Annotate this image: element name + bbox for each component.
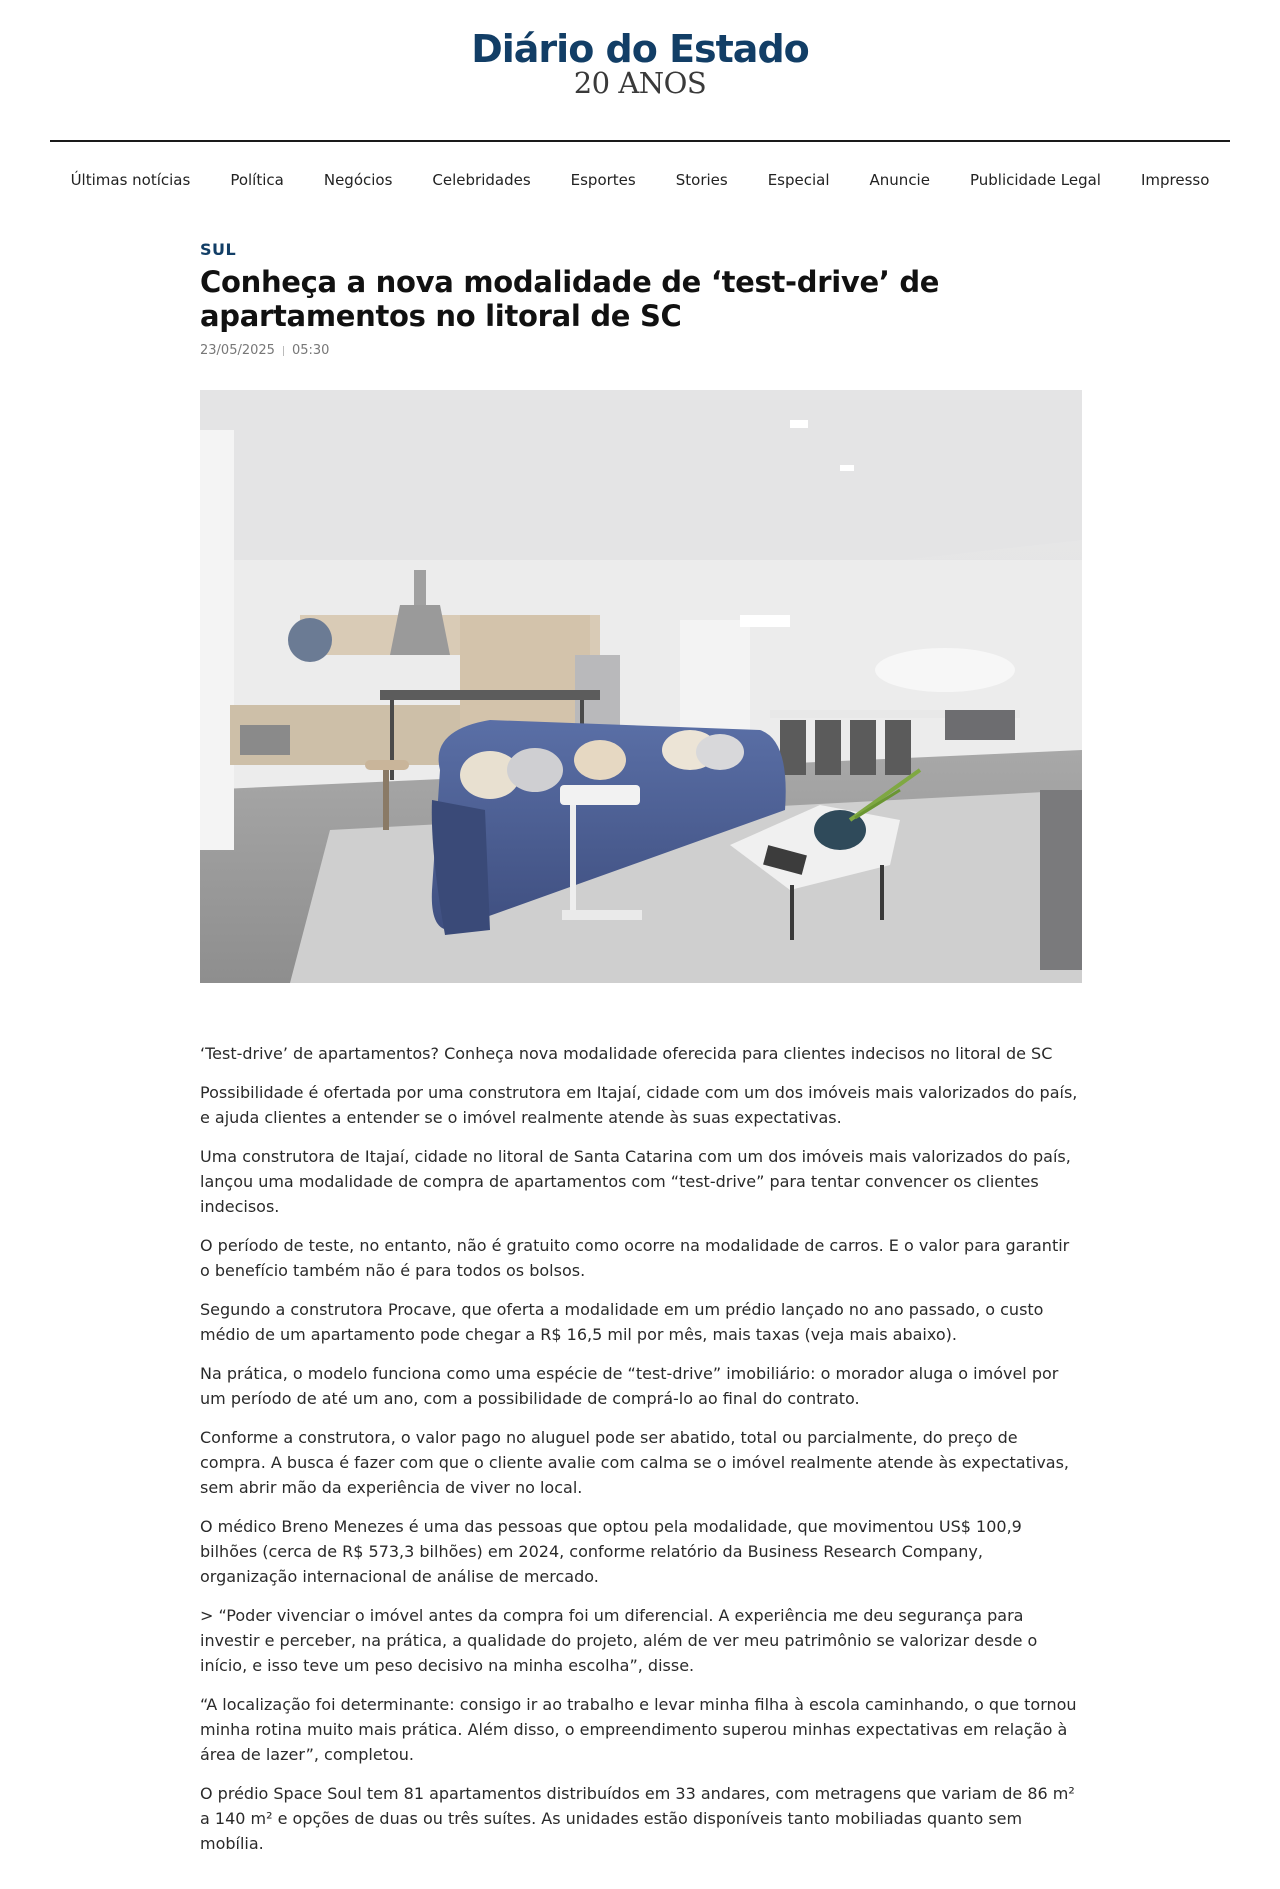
nav-item-celebridades[interactable]: Celebridades <box>432 171 531 189</box>
nav-item-stories[interactable]: Stories <box>675 171 728 189</box>
article-title: Conheça a nova modalidade de ‘test-drive’ de apartamentos no litoral de SC <box>200 265 940 333</box>
article-paragraph: O prédio Space Soul tem 81 apartamentos distribuídos em 33 andares, com metragens que variam de 86 m² a 140 m² e opções de duas ou três suítes. As unidades estão disponíveis tanto mobiliadas quanto sem mobília. <box>200 1784 1075 1853</box>
main-nav <box>0 167 1280 193</box>
nav-item-politica[interactable]: Política <box>230 171 284 189</box>
nav-item-publicidade-legal[interactable]: Publicidade Legal <box>969 171 1101 189</box>
nav-item-esportes[interactable]: Esportes <box>570 171 636 189</box>
article-paragraph: Na prática, o modelo funciona como uma espécie de “test-drive” imobiliário: o morador aluga o imóvel por um período de até um ano, com a possibilidade de comprá-lo ao final do contrato. <box>200 1364 1059 1408</box>
nav-item-impresso[interactable]: Impresso <box>1140 171 1210 189</box>
article-category[interactable]: SUL <box>200 240 237 259</box>
article-date: 23/05/2025 <box>200 343 275 358</box>
site-logo[interactable]: Diário do Estado <box>471 27 809 71</box>
article-time: 05:30 <box>291 343 330 358</box>
article-paragraph: Uma construtora de Itajaí, cidade no litoral de Santa Catarina com um dos imóveis mais valorizados do país, lançou uma modalidade de compra de apartamentos com “test-drive” para tentar convencer os clientes indecisos. <box>200 1147 1071 1216</box>
masthead <box>0 0 1280 116</box>
site-anniversary-tagline: 20 ANOS <box>573 66 707 100</box>
article-paragraph: “A localização foi determinante: consigo ir ao trabalho e levar minha filha à escola caminhando, o que tornou minha rotina muito mais prática. Além disso, o empreendimento superou minhas expectativas em relação à área de lazer”, completou. <box>200 1695 1077 1764</box>
article-paragraph: O período de teste, no entanto, não é gratuito como ocorre na modalidade de carros. E o valor para garantir o benefício também não é para todos os bolsos. <box>200 1236 1070 1280</box>
article-paragraph: Segundo a construtora Procave, que oferta a modalidade em um prédio lançado no ano passado, o custo médio de um apartamento pode chegar a R$ 16,5 mil por mês, mais taxas (veja mais abaixo). <box>200 1300 1044 1344</box>
article-paragraph: Possibilidade é ofertada por uma construtora em Itajaí, cidade com um dos imóveis mais valorizados do país, e ajuda clientes a entender se o imóvel realmente atende às suas expectativas. <box>200 1083 1078 1127</box>
nav-item-especial[interactable]: Especial <box>767 171 830 189</box>
article-paragraph: Conforme a construtora, o valor pago no aluguel pode ser abatido, total ou parcialmente, do preço de compra. A busca é fazer com que o cliente avalie com calma se o imóvel realmente atende às expectativas, sem abrir mão da experiência de viver no local. <box>200 1428 1070 1497</box>
article-quote-paragraph: > “Poder vivenciar o imóvel antes da compra foi um diferencial. A experiência me deu segurança para investir e perceber, na prática, a qualidade do projeto, além de ver meu patrimônio se valorizar desde o início, e isso teve um peso decisivo na minha escolha”, disse. <box>200 1606 1038 1675</box>
nav-item-ultimas-noticias[interactable]: Últimas notícias <box>70 171 191 189</box>
article-meta <box>200 343 1082 358</box>
article-paragraph: ‘Test-drive’ de apartamentos? Conheça nova modalidade oferecida para clientes indecisos no litoral de SC <box>200 1044 1053 1063</box>
article-body <box>200 1041 1082 1856</box>
article <box>200 240 1082 1870</box>
article-paragraph: O médico Breno Menezes é uma das pessoas que optou pela modalidade, que movimentou US$ 100,9 bilhões (cerca de R$ 573,3 bilhões) em 2024, conforme relatório da Business Research Company, organização internacional de análise de mercado. <box>200 1517 1022 1586</box>
meta-separator <box>283 346 284 356</box>
header-divider <box>50 140 1230 142</box>
nav-item-negocios[interactable]: Negócios <box>323 171 393 189</box>
hero-image-living-room <box>200 390 1082 983</box>
nav-item-anuncie[interactable]: Anuncie <box>869 171 930 189</box>
